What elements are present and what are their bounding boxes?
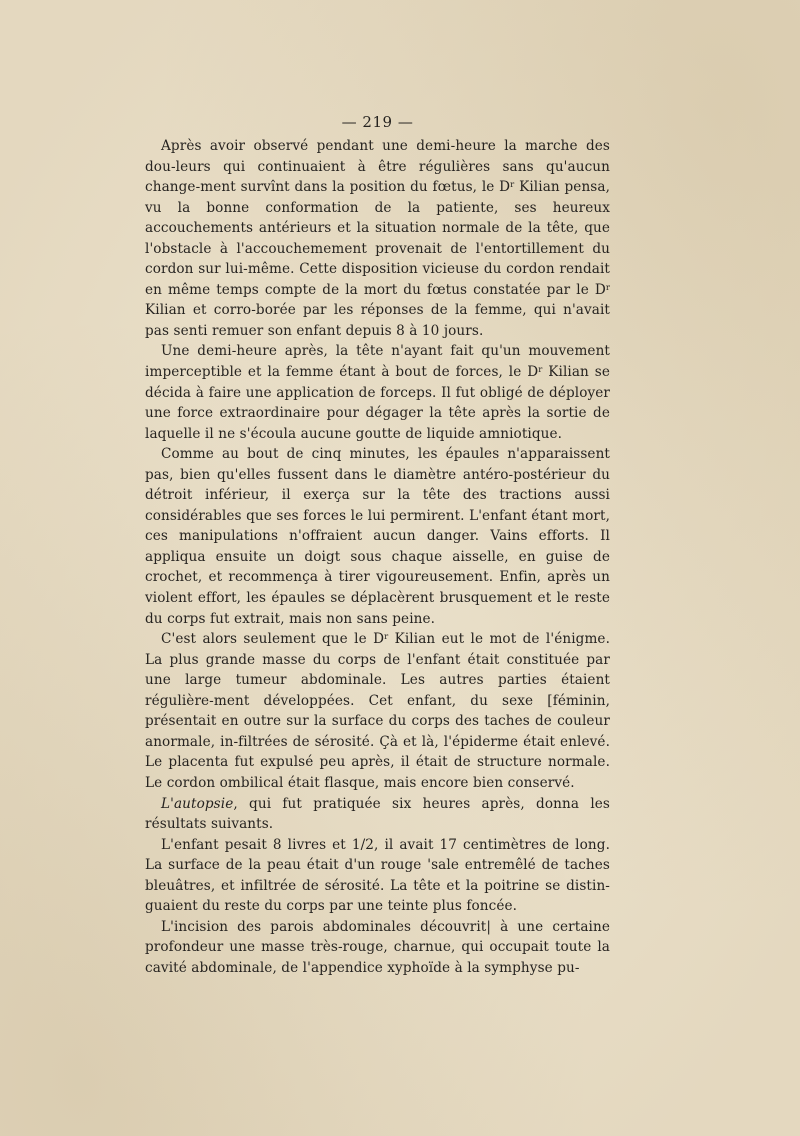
superscript: r: [538, 365, 543, 376]
text-run: Comme au bout de cinq minutes, les épaules n'apparaissent pas, bien qu'elles fussent dans le diamètre antéro-postérieur du détroit inférieur, il exerça sur la tête des tractions aussi considérables que ses forces le lui permirent. L'enfant étant mort, ces manipulations n'offraient aucun danger. Vains efforts. Il appliqua ensuite un doigt sous chaque aisselle, en guise de crochet, et recommença à tirer vigoureusement. Enfin, après un violent effort, les épaules se déplacèrent brusquement et le reste du corps fut extrait, mais non sans peine.: [145, 446, 610, 627]
page-number: — 219 —: [341, 113, 414, 131]
text-run: Kilian eut le mot de l'énigme. La plus grande masse du corps de l'enfant était constituée par une large tumeur abdominale. Les autres parties étaient régulière-ment développées. Cet enfant, du sexe [féminin, présentait en outre sur la surface du corps des taches de couleur anormale, in-filtrées de sérosité. Çà et là, l'épiderme était enlevé. Le placenta fut expulsé peu après, il était de structure normale. Le cordon ombilical était flasque, mais encore bien conservé.: [145, 631, 611, 791]
text-run: L'incision des parois abdominales découvrit| à une certaine profondeur une masse très-rouge, charnue, qui occupait toute la cavité abdominale, de l'appendice xyphoïde à la symphyse pu-: [145, 918, 610, 976]
text-run: Une demi-heure après, la tête n'ayant fait qu'un mouvement imperceptible et la femme étant à bout de forces, le D: [145, 343, 610, 381]
paragraph-4: [145, 629, 610, 793]
text-run: , qui fut pratiquée six heures après, donna les résultats suivants.: [145, 795, 610, 833]
paragraph-6: [145, 835, 610, 917]
superscript: r: [605, 282, 610, 293]
paragraph-2: [145, 341, 610, 444]
paragraph-5: [145, 794, 610, 835]
paragraph-1: [145, 136, 610, 341]
text-run: Kilian pensa, vu la bonne conformation de la patiente, ses heureux accouchements antérieurs et la situation normale de la tête, que l'obstacle à l'accouchemement provenait de l'entortillement du cordon sur lui-même. Cette disposition vicieuse du cordon rendait en même temps compte de la mort du fœtus constatée par le D: [145, 179, 610, 298]
text-run: Kilian et corro-borée par les réponses de la femme, qui n'avait pas senti remuer son enfant depuis 8 à 10 jours.: [145, 302, 610, 339]
text-run: L'enfant pesait 8 livres et 1/2, il avait 17 centimètres de long. La surface de la peau était d'un rouge 'sale entremêlé de taches bleuâtres, et infiltrée de sérosité. La tête et la poitrine se distin-guaient du reste du corps par une teinte plus foncée.: [145, 836, 610, 915]
superscript: r: [510, 180, 515, 191]
paragraph-7: [145, 917, 610, 979]
text-run: C'est alors seulement que le D: [161, 631, 385, 648]
body-text: [145, 112, 610, 978]
italic-term: L'autopsie: [161, 795, 234, 812]
text-run: Kilian se décida à faire une application de forceps. Il fut obligé de déployer une force extraordinaire pour dégager la tête après la sortie de laquelle il ne s'écoula aucune goutte de liquide amniotique.: [145, 364, 610, 442]
paragraph-3: [145, 444, 610, 629]
superscript: r: [384, 632, 389, 643]
text-run: Après avoir observé pendant une demi-heure la marche des dou-leurs qui continuaient à être régulières sans qu'aucun change-ment survînt dans la position du fœtus, le D: [145, 138, 610, 196]
